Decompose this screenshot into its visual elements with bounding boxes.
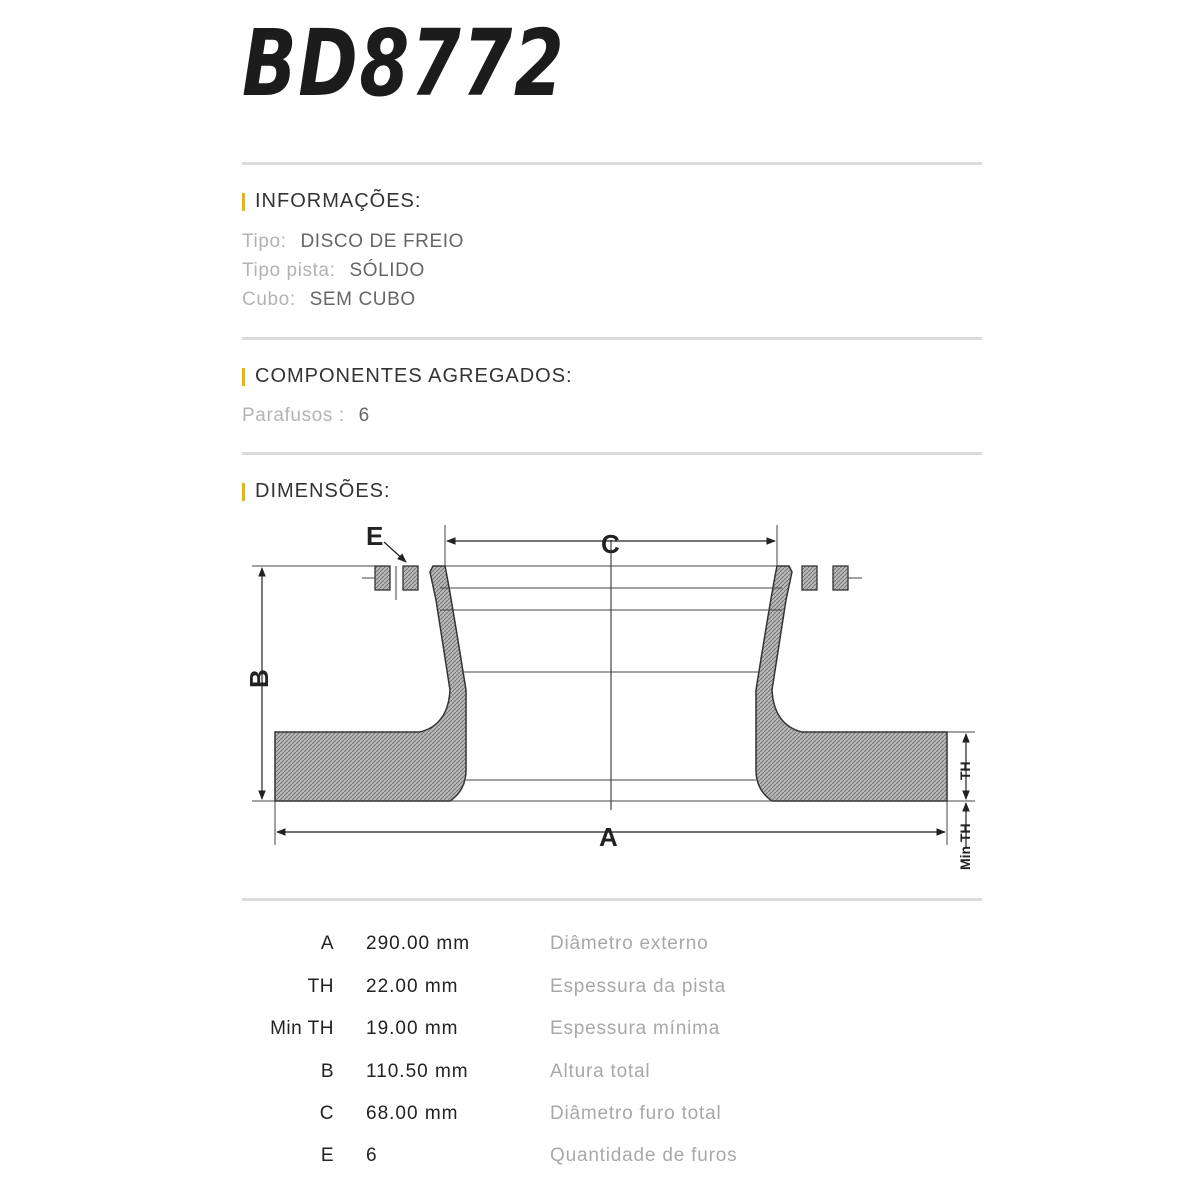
info-value: SÓLIDO — [349, 260, 425, 281]
dimension-value: 6 — [366, 1145, 378, 1166]
dimension-description: Diâmetro externo — [550, 933, 709, 954]
dimension-value: 19.00 mm — [366, 1018, 459, 1039]
dimensions-heading-text: DIMENSÕES: — [255, 480, 391, 502]
label-th: TH — [957, 761, 973, 780]
components-heading-text: COMPONENTES AGREGADOS: — [255, 365, 573, 387]
dimension-value: 290.00 mm — [366, 933, 471, 954]
divider — [242, 898, 982, 901]
dimension-row — [242, 1145, 982, 1175]
info-label: Cubo: — [242, 289, 296, 310]
info-label: Tipo pista: — [242, 260, 336, 281]
info-value: SEM CUBO — [309, 289, 416, 310]
components-value: 6 — [358, 405, 370, 426]
label-c: C — [601, 529, 620, 559]
dimension-description: Altura total — [550, 1061, 651, 1082]
label-b: B — [244, 669, 274, 688]
dimension-key: B — [320, 1061, 334, 1082]
dimension-row — [242, 1018, 982, 1048]
product-code-title: BD8772 — [242, 10, 566, 117]
disc-section-right — [756, 566, 947, 801]
dimension-value: 68.00 mm — [366, 1103, 459, 1124]
dimension-description: Espessura da pista — [550, 976, 726, 997]
dimension-row — [242, 1103, 982, 1133]
label-e: E — [366, 521, 384, 551]
dimension-description: Diâmetro furo total — [550, 1103, 722, 1124]
dimension-value: 110.50 mm — [366, 1061, 469, 1082]
label-a: A — [599, 822, 618, 852]
info-heading-text: INFORMAÇÕES: — [255, 190, 422, 212]
info-label: Tipo: — [242, 231, 287, 252]
dimension-key: Min TH — [270, 1018, 334, 1039]
label-min-th: Min TH — [957, 823, 973, 870]
dimension-row — [242, 1061, 982, 1091]
dimension-row — [242, 976, 982, 1006]
dimension-key: TH — [307, 976, 334, 997]
dimension-description: Espessura mínima — [550, 1018, 721, 1039]
dimension-description: Quantidade de furos — [550, 1145, 738, 1166]
dimension-key: E — [320, 1145, 334, 1166]
dimension-key: C — [319, 1103, 334, 1124]
dimension-arrows — [262, 541, 966, 848]
dimension-key: A — [320, 933, 334, 954]
info-value: DISCO DE FREIO — [300, 231, 465, 252]
components-label: Parafusos : — [242, 405, 345, 426]
dimension-row — [242, 933, 982, 963]
disc-section-left — [275, 566, 466, 801]
dimension-value: 22.00 mm — [366, 976, 459, 997]
